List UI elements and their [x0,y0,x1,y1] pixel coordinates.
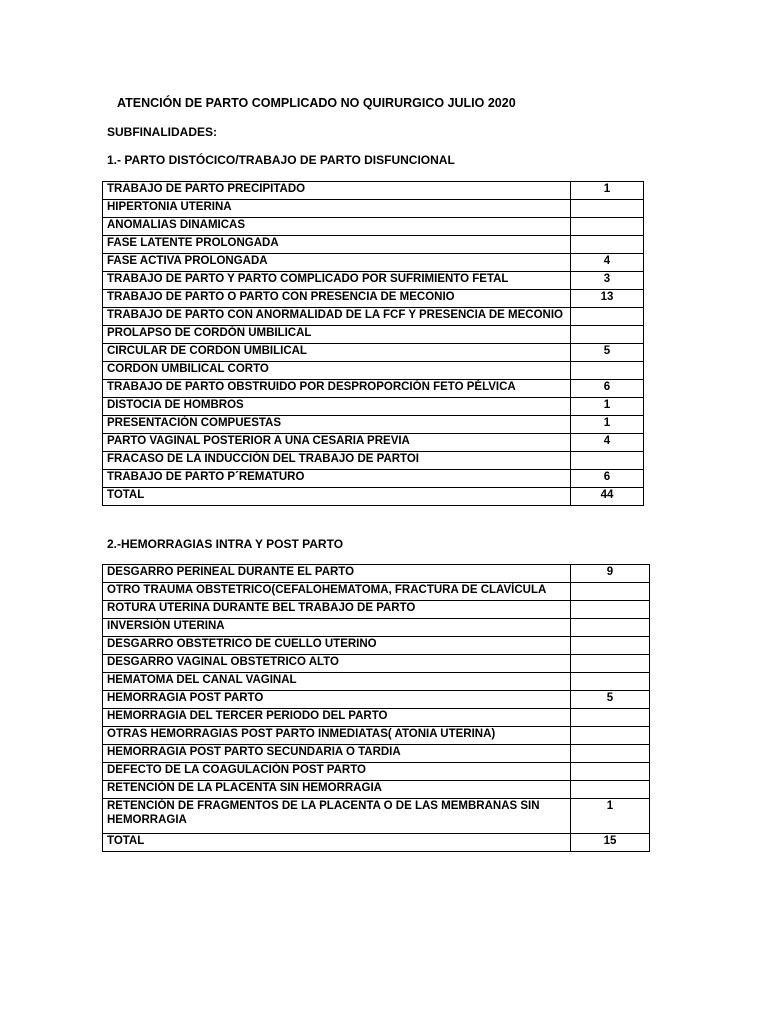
table-row [103,583,650,601]
table-row [103,655,650,673]
row-value [571,218,644,236]
table-row [103,218,644,236]
row-value [571,655,650,673]
row-label: CIRCULAR DE CORDON UMBILICAL [103,344,571,362]
row-value [571,619,650,637]
row-value [571,452,644,470]
row-value: 44 [571,488,644,506]
table-row [103,763,650,781]
row-value [571,583,650,601]
row-label: RETENCIÓN DE LA PLACENTA SIN HEMORRAGIA [103,781,571,799]
row-label: DESGARRO VAGINAL OBSTETRICO ALTO [103,655,571,673]
table-row [103,344,644,362]
parto-distocico-table [102,181,644,506]
row-value [571,236,644,254]
row-value [571,727,650,745]
row-label: FASE LATENTE PROLONGADA [103,236,571,254]
document-title: ATENCIÓN DE PARTO COMPLICADO NO QUIRURGICO JULIO 2020 [117,96,516,110]
table-row [103,781,650,799]
row-label: DESGARRO PERINEAL DURANTE EL PARTO [103,565,571,583]
table-row [103,326,644,344]
table-row [103,308,644,326]
table-row [103,362,644,380]
row-value [571,673,650,691]
table-row [103,727,650,745]
table-row [103,272,644,290]
row-label: PRESENTACIÓN COMPUESTAS [103,416,571,434]
row-label: TRABAJO DE PARTO OBSTRUIDO POR DESPROPORCIÓN FETO PÉLVICA [103,380,571,398]
row-value: 3 [571,272,644,290]
row-value [571,781,650,799]
row-label: DESGARRO OBSTETRICO DE CUELLO UTERINO [103,637,571,655]
row-value: 5 [571,691,650,709]
row-label: HEMATOMA DEL CANAL VAGINAL [103,673,571,691]
table-row [103,745,650,763]
row-label: INVERSIÓN UTERINA [103,619,571,637]
table-row [103,236,644,254]
row-value: 1 [571,416,644,434]
row-value [571,763,650,781]
table-row [103,637,650,655]
row-label: TOTAL [103,488,571,506]
row-value: 1 [571,182,644,200]
row-value [571,200,644,218]
table-row [103,254,644,272]
row-value: 4 [571,434,644,452]
row-value: 15 [571,834,650,852]
row-value [571,637,650,655]
hemorragias-table [102,564,650,852]
row-label: FRACASO DE LA INDUCCIÓN DEL TRABAJO DE PARTOI [103,452,571,470]
total-row [103,834,650,852]
row-value: 5 [571,344,644,362]
row-label: DISTOCIA DE HOMBROS [103,398,571,416]
subtitle: SUBFINALIDADES: [107,125,217,139]
total-row [103,488,644,506]
row-label: TRABAJO DE PARTO PRECIPITADO [103,182,571,200]
row-label: CORDON UMBILICAL CORTO [103,362,571,380]
row-label: ROTURA UTERINA DURANTE BEL TRABAJO DE PARTO [103,601,571,619]
row-label: TRABAJO DE PARTO O PARTO CON PRESENCIA DE MECONIO [103,290,571,308]
row-label: DEFECTO DE LA COAGULACIÓN POST PARTO [103,763,571,781]
row-value [571,326,644,344]
row-label: OTRAS HEMORRAGIAS POST PARTO INMEDIATAS( ATONIA UTERINA) [103,727,571,745]
section-1-heading: 1.- PARTO DISTÓCICO/TRABAJO DE PARTO DISFUNCIONAL [107,153,455,167]
row-value [571,362,644,380]
table-row [103,416,644,434]
row-value [571,709,650,727]
table-row [103,398,644,416]
table-row [103,182,644,200]
row-value [571,745,650,763]
row-label: RETENCIÓN DE FRAGMENTOS DE LA PLACENTA O DE LAS MEMBRANAS SIN HEMORRAGIA [103,799,571,834]
row-label: PARTO VAGINAL POSTERIOR A UNA CESARIA PREVIA [103,434,571,452]
table-row [103,601,650,619]
row-label: ANOMALIAS DINAMICAS [103,218,571,236]
row-value: 1 [571,398,644,416]
row-value: 6 [571,380,644,398]
table-row [103,434,644,452]
table-row [103,565,650,583]
table-row [103,799,650,834]
row-label: TRABAJO DE PARTO P´REMATURO [103,470,571,488]
row-value: 13 [571,290,644,308]
row-label: PROLAPSO DE CORDÓN UMBILICAL [103,326,571,344]
table-row [103,380,644,398]
table-row [103,290,644,308]
row-label: HEMORRAGIA POST PARTO [103,691,571,709]
row-value: 9 [571,565,650,583]
table-row [103,709,650,727]
table-row [103,470,644,488]
table-row [103,200,644,218]
row-label: FASE ACTIVA PROLONGADA [103,254,571,272]
row-label: HIPERTONIA UTERINA [103,200,571,218]
row-value: 1 [571,799,650,834]
table-row [103,452,644,470]
row-label: TOTAL [103,834,571,852]
row-label: TRABAJO DE PARTO CON ANORMALIDAD DE LA FCF Y PRESENCIA DE MECONIO [103,308,571,326]
table-row [103,673,650,691]
row-label: OTRO TRAUMA OBSTETRICO(CEFALOHEMATOMA, FRACTURA DE CLAVÍCULA [103,583,571,601]
row-value [571,601,650,619]
table-row [103,691,650,709]
row-label: TRABAJO DE PARTO Y PARTO COMPLICADO POR SUFRIMIENTO FETAL [103,272,571,290]
table-row [103,619,650,637]
row-label: HEMORRAGIA DEL TERCER PERIODO DEL PARTO [103,709,571,727]
row-value: 4 [571,254,644,272]
row-value: 6 [571,470,644,488]
section-2-heading: 2.-HEMORRAGIAS INTRA Y POST PARTO [107,537,344,551]
row-value [571,308,644,326]
row-label: HEMORRAGIA POST PARTO SECUNDARIA O TARDIA [103,745,571,763]
